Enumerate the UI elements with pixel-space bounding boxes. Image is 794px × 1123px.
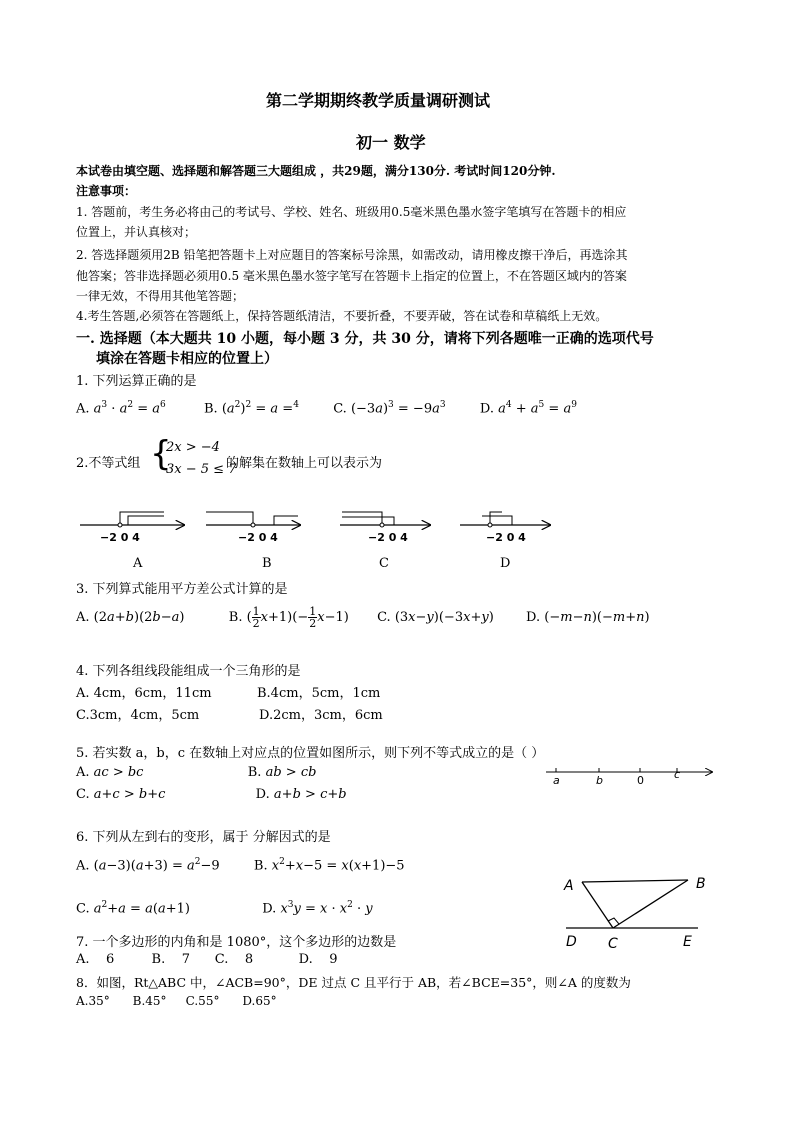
question-6-options-row2: C. $a^2+a = a(a+1)$ D. $x^3y = x \cdot x^2 \cdot y$ — [76, 900, 373, 917]
point-label-b: B — [696, 876, 706, 892]
page-subtitle: 初一 数学 — [356, 133, 426, 152]
question-1-options: A. $a^3 \cdot a^2 = a^6$ B. $(a^2)^2 = a =^4$ C. $(-3a)^3 = -9a^3$ D. $a^4 + a^5 = a^9$ — [76, 400, 577, 417]
question-1-stem: 1. 下列运算正确的是 — [76, 374, 197, 389]
section-heading-cont: 填涂在答题卡相应的位置上） — [96, 351, 278, 367]
question-8-stem: 8．如图，Rt△ABC 中，∠ACB=90°，DE 过点 C 且平行于 AB，若∠BCE=35°，则∠A 的度数为 — [76, 975, 631, 990]
inequality-2: 3x − 5 ≤ 7 — [166, 462, 237, 477]
question-4-option-a: A. 4cm，6cm，11cm — [76, 686, 212, 701]
tick-label-c: −2 0 4 — [368, 531, 408, 544]
number-line-options — [78, 507, 578, 547]
section-heading: 一. 选择题（本大题共 10 小题，每小题 3 分，共 30 分，请将下列各题唯一正确的选项代号 — [76, 331, 654, 347]
question-4-option-b: B.4cm，5cm，1cm — [257, 686, 381, 701]
notice-line: 1. 答题前，考生务必将由己的考试号、学校、姓名、班级用0.5毫米黑色墨水签字笔填写在答题卡的相应 — [76, 205, 627, 219]
number-line-c — [340, 512, 430, 527]
option-label-a: A — [133, 556, 143, 571]
point-label-e: E — [683, 934, 692, 950]
point-label-d: D — [566, 934, 577, 950]
tick-label-a: −2 0 4 — [100, 531, 140, 544]
option-label-b: B — [262, 556, 272, 571]
number-line-b — [206, 512, 300, 527]
question-6-options-row1: A. $(a-3)(a+3) = a^2-9$ B. $x^2+x-5 = x(x+1)-5$ — [76, 857, 405, 874]
option-label-d: D — [500, 556, 511, 571]
question-4-option-d: D.2cm，3cm，6cm — [259, 708, 383, 723]
question-5-options-row1: A. ac > bc B. ab > cb — [76, 765, 317, 780]
point-label-a: A — [564, 878, 574, 894]
axis-label-b: b — [596, 774, 603, 787]
question-3-stem: 3. 下列算式能用平方差公式计算的是 — [76, 582, 288, 597]
tick-label-b: −2 0 4 — [238, 531, 278, 544]
axis-label-c: c — [674, 768, 681, 781]
axis-label-a: a — [553, 774, 560, 787]
number-line-a — [80, 512, 184, 527]
question-8-options: A.35° B.45° C.55° D.65° — [76, 994, 277, 1008]
left-brace: { — [150, 434, 172, 474]
notice-line: 他答案；答非选择题必须用0.5 毫米黑色墨水签字笔写在答题卡上指定的位置上，不在答题区域内的答案 — [76, 269, 627, 283]
notice-line: 4.考生答题,必须答在答题纸上，保持答题纸清洁，不要折叠，不要弄破，答在试卷和草稿纸上无效。 — [76, 309, 608, 323]
question-5-stem: 5. 若实数 a，b，c 在数轴上对应点的位置如图所示，则下列不等式成立的是（ ） — [76, 746, 545, 761]
question-4-stem: 4. 下列各组线段能组成一个三角形的是 — [76, 664, 301, 679]
inequality-1: 2x > −4 — [166, 440, 220, 455]
question-4-option-c: C.3cm，4cm，5cm — [76, 708, 200, 723]
notice-heading: 注意事项： — [76, 184, 137, 198]
notice-line: 一律无效，不得用其他笔答题； — [76, 289, 245, 303]
exam-intro: 本试卷由填空题、选择题和解答题三大题组成 ，共29题，满分130分. 考试时间120分钟. — [76, 164, 556, 178]
page-title: 第二学期期终教学质量调研测试 — [266, 91, 491, 110]
question-2-prefix: 2.不等式组 — [76, 456, 141, 471]
notice-line: 位置上，并认真核对； — [76, 225, 197, 239]
notice-line: 2. 答选择题须用2B 铅笔把答题卡上对应题目的答案标号涂黑，如需改动，请用橡皮擦干净后，再选涂其 — [76, 248, 628, 262]
question-5-options-row2: C. a+c > b+c D. a+b > c+b — [76, 787, 347, 802]
question-6-stem: 6. 下列从左到右的变形，属于 分解因式的是 — [76, 830, 331, 845]
q5-number-line — [544, 762, 724, 792]
axis-label-0: 0 — [637, 774, 644, 787]
option-label-c: C — [379, 556, 389, 571]
question-7-stem: 7. 一个多边形的内角和是 1080°，这个多边形的边数是 — [76, 935, 397, 950]
question-2-suffix: 的解集在数轴上可以表示为 — [226, 456, 383, 471]
q8-triangle-figure — [558, 870, 728, 950]
question-3-options: A. (2a+b)(2b−a) B. ( $\frac{1}{2}$ x+1)(− $\frac{1}{2}$ x−1) C. (3x−y)(−3x+y) D. (−m−n)(−m+n) — [76, 605, 650, 630]
point-label-c: C — [608, 936, 618, 950]
number-line-d — [460, 512, 550, 527]
tick-label-d: −2 0 4 — [486, 531, 526, 544]
question-7-options: A. 6 B. 7 C. 8 D. 9 — [76, 952, 338, 967]
